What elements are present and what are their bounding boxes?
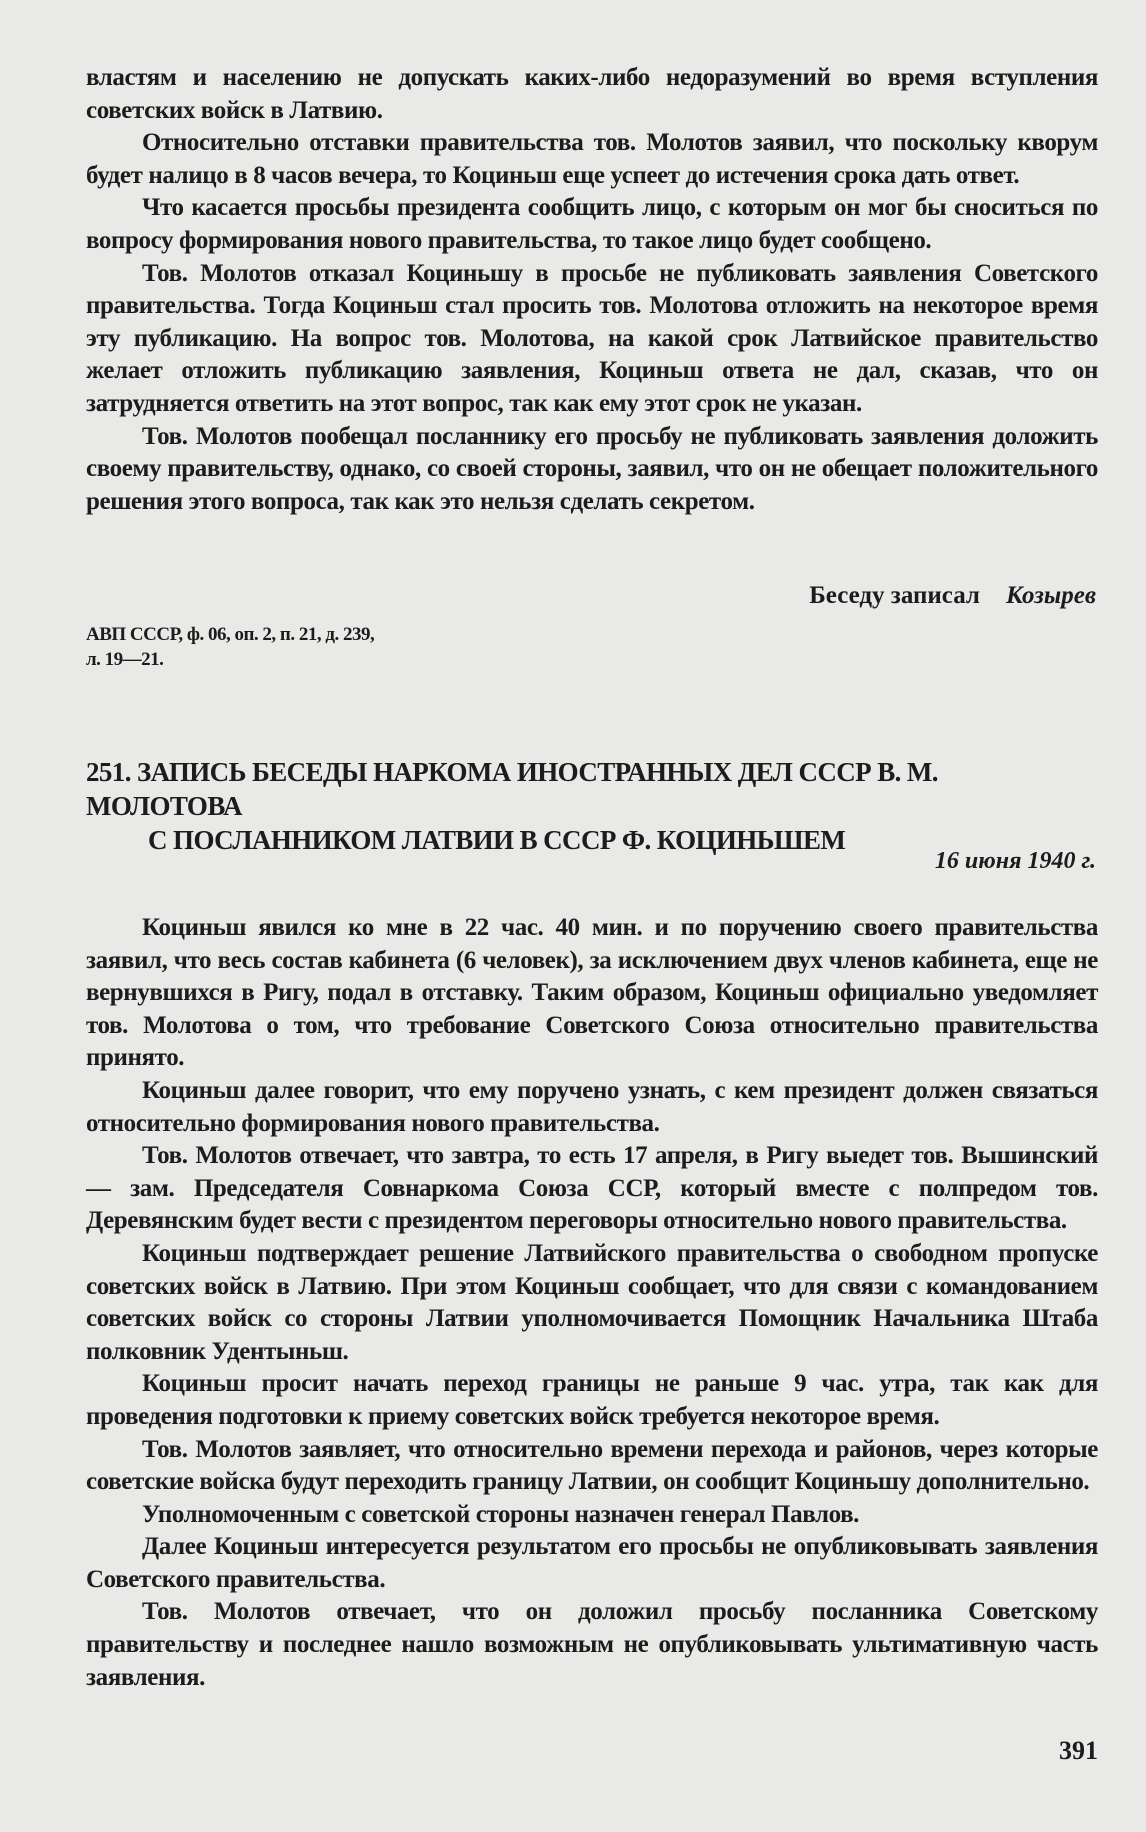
page-number: 391	[1059, 1736, 1098, 1765]
paragraph: Коциньш просит начать переход границы не раньше 9 час. утра, так как для проведения подготовки к приему советских войск требуется некоторое время.	[86, 1370, 1098, 1430]
paragraph: Далее Коциньш интересуется результатом его просьбы не опубликовывать заявления Советского правительства.	[86, 1533, 1098, 1593]
archive-ref-line: АВП СССР, ф. 06, оп. 2, п. 21, д. 239,	[86, 624, 375, 645]
archive-reference	[86, 622, 374, 672]
signature-label: Беседу записал	[809, 582, 980, 609]
paragraph: Относительно отставки правительства тов. Молотов заявил, что поскольку кворум будет налицо в 8 часов вечера, то Коциньш еще успеет до истечения срока дать ответ.	[86, 129, 1098, 189]
document-date: 16 июня 1940 г.	[934, 848, 1096, 874]
paragraph: Тов. Молотов пообещал посланнику его просьбу не публиковать заявления доложить своему правительству, однако, со своей стороны, заявил, что он не обещает положительного решения этого вопроса, так как это нельзя сделать секретом.	[86, 422, 1098, 515]
signature	[809, 582, 1096, 610]
paragraph: Что касается просьбы президента сообщить лицо, с которым он мог бы сноситься по вопросу формирования нового правительства, то такое лицо будет сообщено.	[86, 194, 1098, 254]
signature-name: Козырев	[1005, 582, 1096, 609]
document-title	[86, 755, 1098, 857]
paragraph: Коциньш далее говорит, что ему поручено узнать, с кем президент должен связаться относительно формирования нового правительства.	[86, 1076, 1098, 1137]
paragraph: Уполномоченным с советской стороны назначен генерал Павлов.	[142, 1500, 860, 1528]
paragraph: Коциньш подтверждает решение Латвийского правительства о свободном пропуске советских войск в Латвию. При этом Коциньш сообщает, что для связи с командованием советских войск со стороны Латвии уполномочивается Помощник Начальника Штаба полковник Удентыньш.	[86, 1239, 1098, 1365]
paragraph: Коциньш явился ко мне в 22 час. 40 мин. и по поручению своего правительства заявил, что весь состав кабинета (6 человек), за исключением двух членов кабинета, еще не вернувшихся в Ригу, подал в отставку. Таким образом, Коциньш официально уведомляет тов. Молотова о том, что требование Советского Союза относительно правительства принято.	[86, 914, 1098, 1072]
paragraph: Тов. Молотов заявляет, что относительно времени перехода и районов, через которые советские войска будут переходить границу Латвии, он сообщит Коциньшу дополнительно.	[86, 1435, 1098, 1496]
top-text	[86, 62, 1098, 518]
archive-ref-line: л. 19—21.	[86, 649, 164, 670]
paragraph: Тов. Молотов отвечает, что завтра, то есть 17 апреля, в Ригу выедет тов. Вышинский — зам. Председателя Совнаркома Союза ССР, который вместе с полпредом тов. Деревянским будет вести с президентом переговоры относительно нового правительства.	[86, 1142, 1098, 1235]
paragraph: Тов. Молотов отказал Коциньшу в просьбе не публиковать заявления Советского правительства. Тогда Коциньш стал просить тов. Молотова отложить на некоторое время эту публикацию. На вопрос тов. Молотова, на какой срок Латвийское правительство желает отложить публикацию заявления, Коциньш ответа не дал, сказав, что он затрудняется ответить на этот вопрос, так как ему этот срок не указан.	[86, 259, 1098, 417]
title-line: С ПОСЛАННИКОМ ЛАТВИИ В СССР Ф. КОЦИНЬШЕМ	[148, 825, 846, 855]
title-line: 251. ЗАПИСЬ БЕСЕДЫ НАРКОМА ИНОСТРАННЫХ ДЕЛ СССР В. М. МОЛОТОВА	[86, 757, 938, 821]
paragraph: Тов. Молотов отвечает, что он доложил просьбу посланника Советскому правительству и последнее нашло возможным не опубликовывать ультимативную часть заявления.	[86, 1598, 1098, 1691]
body-text	[86, 912, 1098, 1694]
paragraph: властям и населению не допускать каких-либо недоразумений во время вступления советских войск в Латвию.	[86, 64, 1098, 124]
